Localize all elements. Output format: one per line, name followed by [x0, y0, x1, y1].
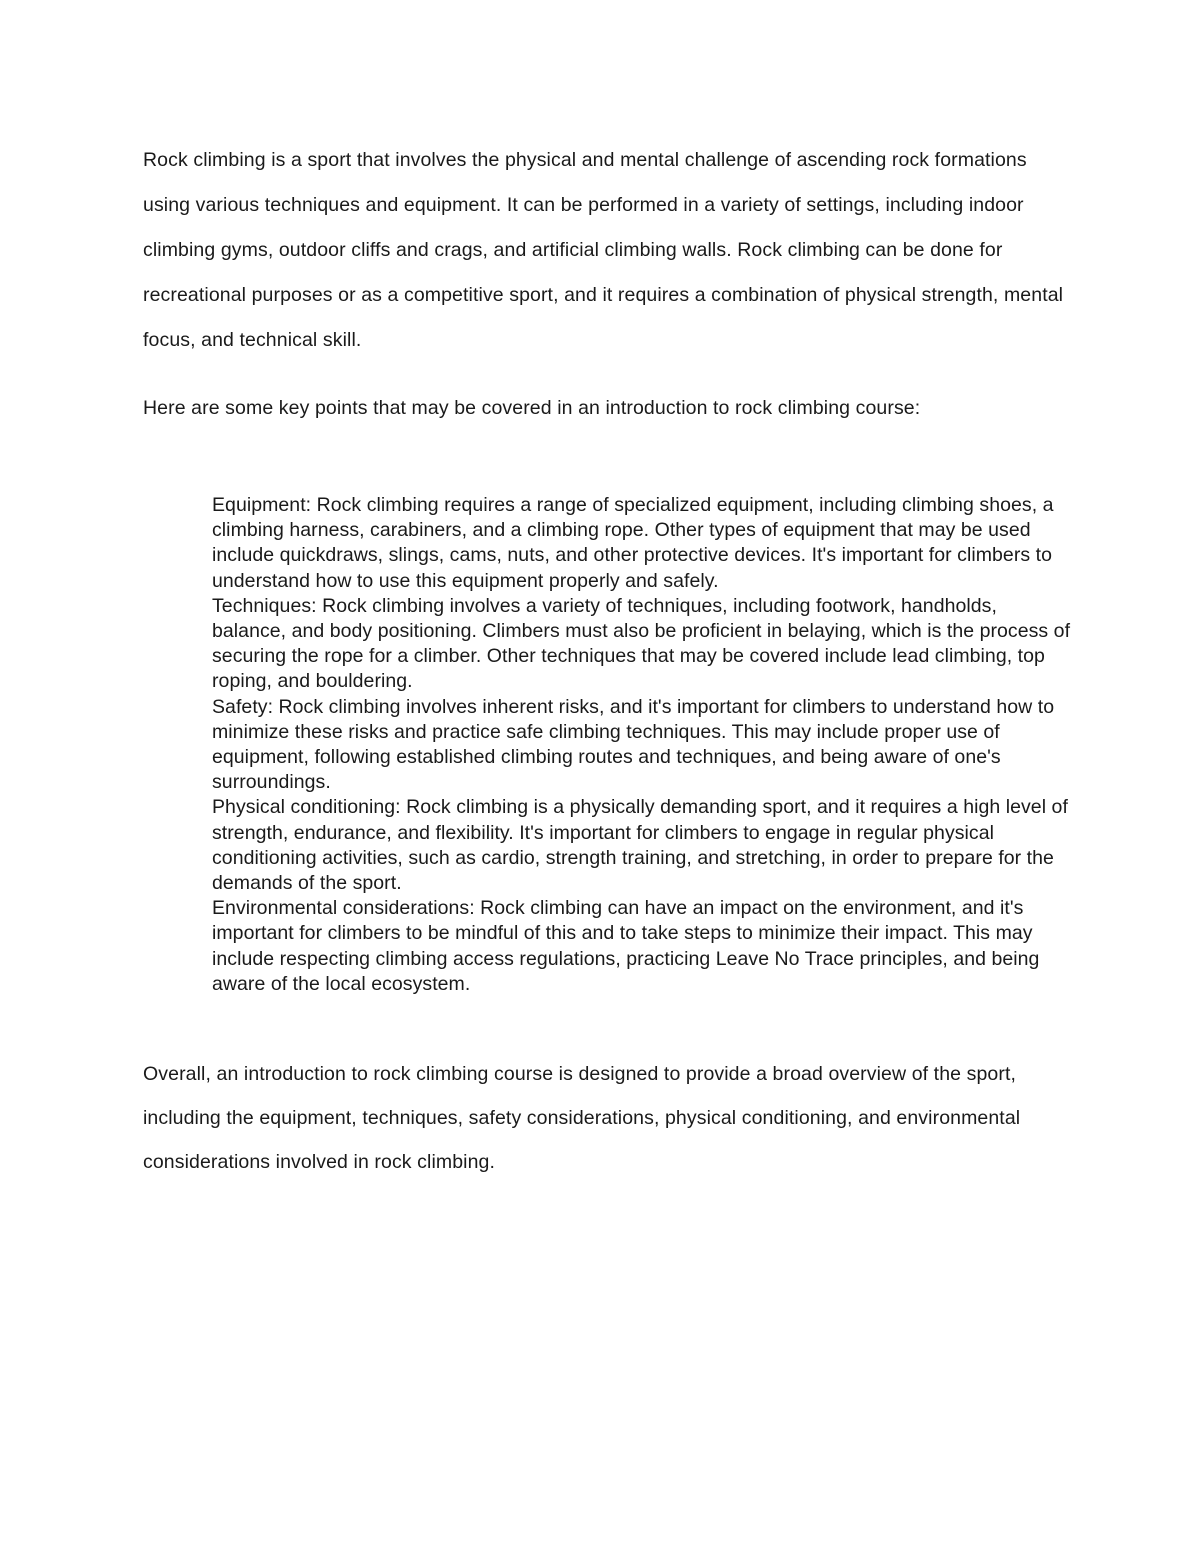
key-points-lead-in: Here are some key points that may be covered in an introduction to rock climbing course:: [143, 397, 921, 419]
conclusion-paragraph: Overall, an introduction to rock climbing course is designed to provide a broad overview of the sport, including the equipment, techniques, safety considerations, physical conditioning, and environmental considerations involved in rock climbing.: [143, 1063, 1021, 1173]
key-point-safety: Safety: Rock climbing involves inherent risks, and it's important for climbers to understand how to minimize these risks and practice safe climbing techniques. This may include proper use of equipment, following established climbing routes and techniques, and being aware of one's surroundings.: [212, 695, 1055, 794]
key-point-equipment: Equipment: Rock climbing requires a range of specialized equipment, including climbing shoes, a climbing harness, carabiners, and a climbing rope. Other types of equipment that may be used include quickdraws, slings, cams, nuts, and other protective devices. It's important for climbers to understand how to use this equipment properly and safely.: [212, 494, 1054, 592]
key-point-physical-conditioning: Physical conditioning: Rock climbing is a physically demanding sport, and it requires a high level of strength, endurance, and flexibility. It's important for climbers to engage in regular physical conditioning activities, such as cardio, strength training, and stretching, in order to prepare for the demands of the sport.: [212, 796, 1068, 895]
key-point-environmental-considerations: Environmental considerations: Rock climbing can have an impact on the environment, and it's important for climbers to be mindful of this and to take steps to minimize their impact. This may include respecting climbing access regulations, practicing Leave No Trace principles, and being aware of the local ecosystem.: [212, 897, 1040, 995]
key-points-list: [212, 493, 1072, 997]
intro-paragraph: Rock climbing is a sport that involves the physical and mental challenge of ascending rock formations using various techniques and equipment. It can be performed in a variety of settings, including indoor climbing gyms, outdoor cliffs and crags, and artificial climbing walls. Rock climbing can be done for recreational purposes or as a competitive sport, and it requires a combination of physical strength, mental focus, and technical skill.: [143, 149, 1064, 351]
key-point-techniques: Techniques: Rock climbing involves a variety of techniques, including footwork, handholds, balance, and body positioning. Climbers must also be proficient in belaying, which is the process of securing the rope for a climber. Other techniques that may be covered include lead climbing, top roping, and bouldering.: [212, 594, 1071, 693]
